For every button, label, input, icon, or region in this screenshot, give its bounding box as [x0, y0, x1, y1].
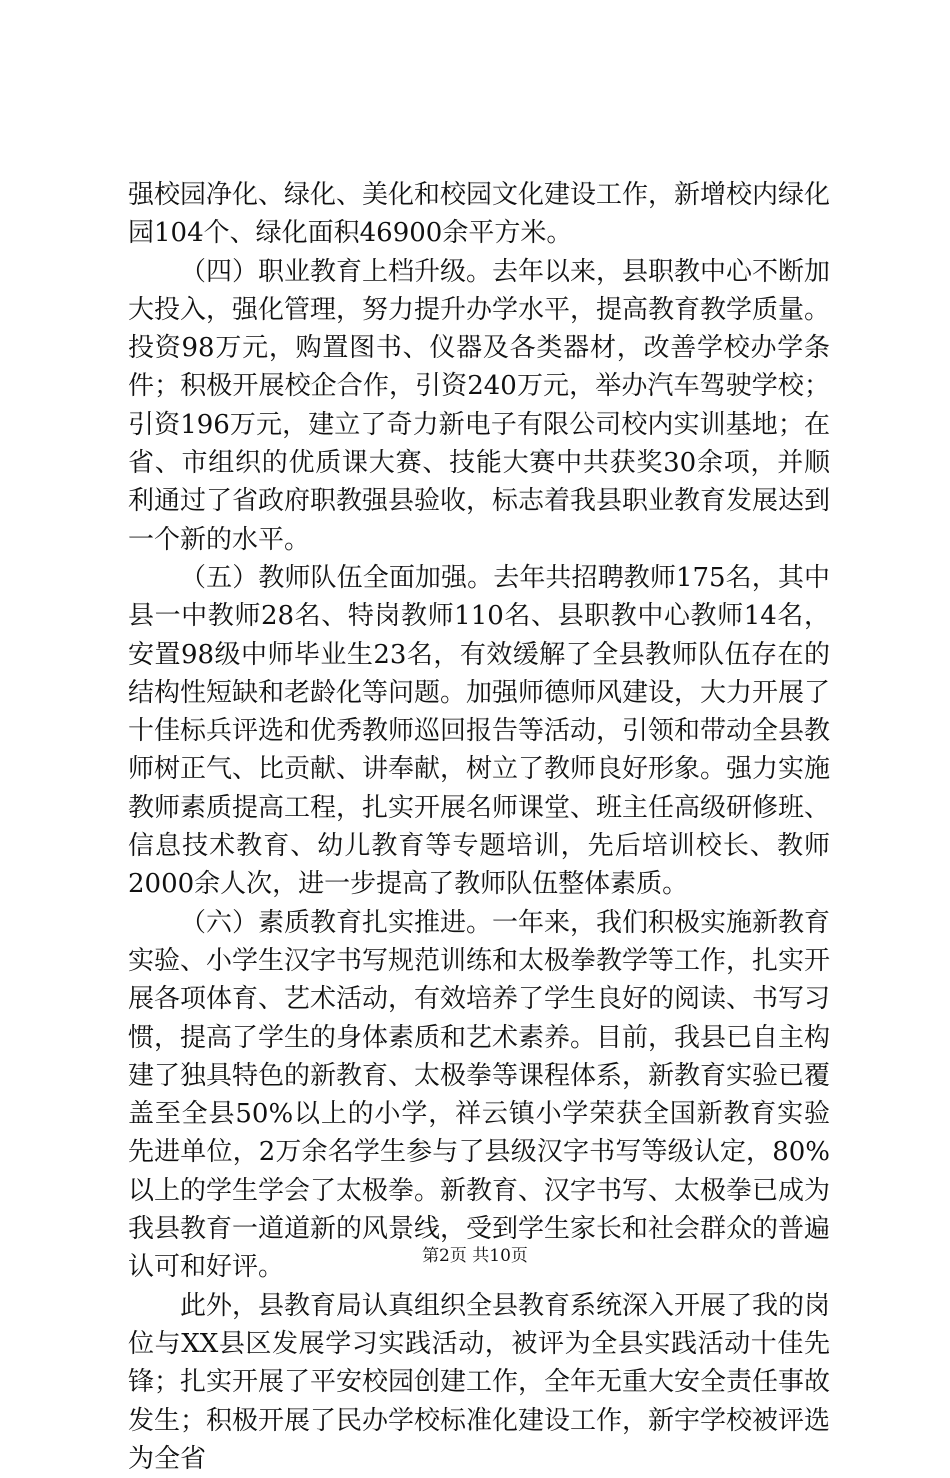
- document-body: [128, 176, 830, 1478]
- paragraph-vocational-education: （四）职业教育上档升级。去年以来，县职教中心不断加大投入，强化管理，努力提升办学水平，提高教育教学质量。投资98万元，购置图书、仪器及各类器材，改善学校办学条件；积极开展校企合作，引资240万元，举办汽车驾驶学校；引资196万元，建立了奇力新电子有限公司校内实训基地；在省、市组织的优质课大赛、技能大赛中共获奖30余项，并顺利通过了省政府职教强县验收，标志着我县职业教育发展达到一个新的水平。: [128, 256, 831, 555]
- page-number-footer: 第2页 共10页: [422, 1246, 528, 1266]
- paragraph-quality-education: （六）素质教育扎实推进。一年来，我们积极实施新教育实验、小学生汉字书写规范训练和太极拳教学等工作，扎实开展各项体育、艺术活动，有效培养了学生良好的阅读、书写习惯，提高了学生的身体素质和艺术素养。目前，我县已自主构建了独具特色的新教育、太极拳等课程体系，新教育实验已覆盖至全县50%以上的小学，祥云镇小学荣获全国新教育实验先进单位，2万余名学生参与了县级汉字书写等级认定，80%以上的学生学会了太极拳。新教育、汉字书写、太极拳已成为我县教育一道道新的风景线，受到学生家长和社会群众的普遍认可和好评。: [128, 907, 831, 1283]
- paragraph-teacher-team: （五）教师队伍全面加强。去年共招聘教师175名，其中县一中教师28名、特岗教师110名、县职教中心教师14名，安置98级中师毕业生23名，有效缓解了全县教师队伍存在的结构性短缺和老龄化等问题。加强师德师风建设，大力开展了十佳标兵评选和优秀教师巡回报告等活动，引领和带动全县教师树正气、比贡献、讲奉献，树立了教师良好形象。强力实施教师素质提高工程，扎实开展名师课堂、班主任高级研修班、信息技术教育、幼儿教育等专题培训，先后培训校长、教师2000余人次，进一步提高了教师队伍整体素质。: [128, 562, 831, 900]
- paragraph-continuation: 强校园净化、绿化、美化和校园文化建设工作，新增校内绿化园104个、绿化面积46900余平方米。: [128, 180, 831, 249]
- paragraph-additional: 此外，县教育局认真组织全县教育系统深入开展了我的岗位与XX县区发展学习实践活动，被评为全县实践活动十佳先锋；扎实开展了平安校园创建工作，全年无重大安全责任事故发生；积极开展了民办学校标准化建设工作，新宇学校被评选为全省: [128, 1290, 831, 1474]
